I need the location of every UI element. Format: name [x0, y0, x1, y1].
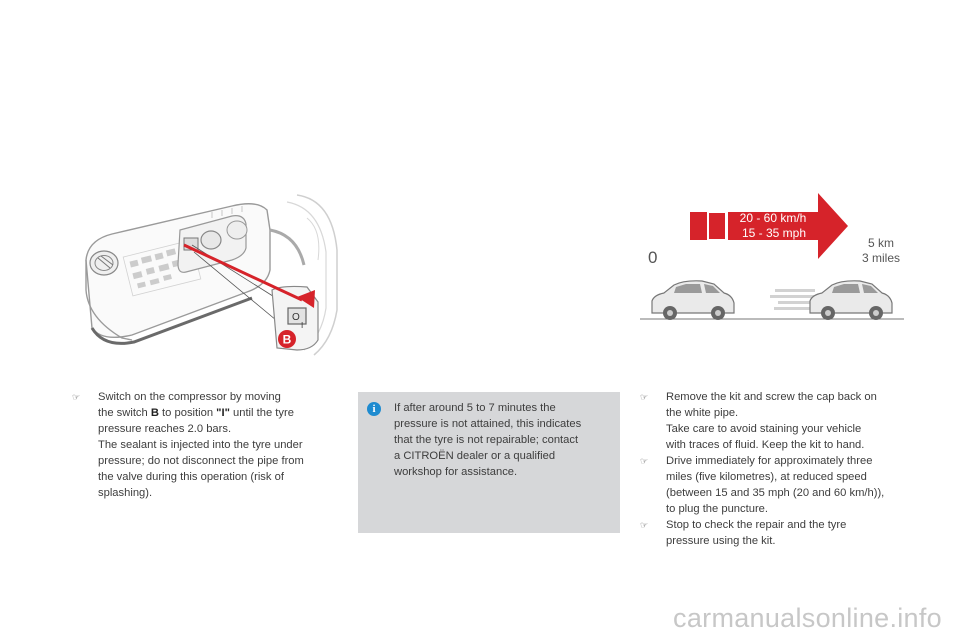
left-instructions [72, 389, 340, 501]
compressor-illustration [82, 190, 340, 360]
info-icon: i [367, 402, 381, 416]
distance-km-label: 5 km [868, 236, 895, 250]
speed-mph-label: 15 - 35 mph [741, 226, 807, 240]
instruction-item: ☞ Stop to check the repair and the tyre pressure using the kit. [640, 519, 847, 547]
finger-pointer-icon: ☞ [640, 521, 649, 531]
instruction-item: ☞ Drive immediately for approximately three miles (five kilometres), at reduced speed (between 15 and 35 mph (20 and 60 km/h)), to plug the puncture. [640, 455, 885, 515]
info-note-text: If after around 5 to 7 minutes the pressure is not attained, this indicates that the tyre is not repairable; contact a CITROËN dealer or a qualified workshop for assistance. [394, 402, 582, 478]
instruction-item: ☞ Switch on the compressor by moving the switch B to position "I" until the tyre pressure reaches 2.0 bars. The sealant is injected into the tyre under pressure; do not disconnect the pipe from the valve during this operation (risk of splashing). [72, 391, 304, 499]
watermark: carmanualsonline.info [673, 603, 942, 633]
finger-pointer-icon: ☞ [640, 393, 649, 403]
distance-miles-label: 3 miles [862, 251, 901, 265]
right-instructions [640, 389, 910, 549]
svg-text:O: O [292, 312, 300, 323]
drive-speed-illustration [640, 185, 908, 325]
callout-b-label: B [282, 332, 292, 347]
finger-pointer-icon: ☞ [72, 393, 81, 403]
instruction-item: ☞ Remove the kit and screw the cap back on the white pipe. Take care to avoid staining your vehicle with traces of fluid. Keep the kit to hand. [640, 391, 877, 451]
start-distance-label: 0 [648, 248, 658, 267]
svg-text:I: I [301, 321, 304, 330]
speed-kmh-label: 20 - 60 km/h [739, 211, 807, 225]
info-note-box [358, 392, 620, 533]
car-moving-icon [810, 281, 892, 320]
finger-pointer-icon: ☞ [640, 457, 649, 467]
car-start-icon [652, 281, 734, 320]
